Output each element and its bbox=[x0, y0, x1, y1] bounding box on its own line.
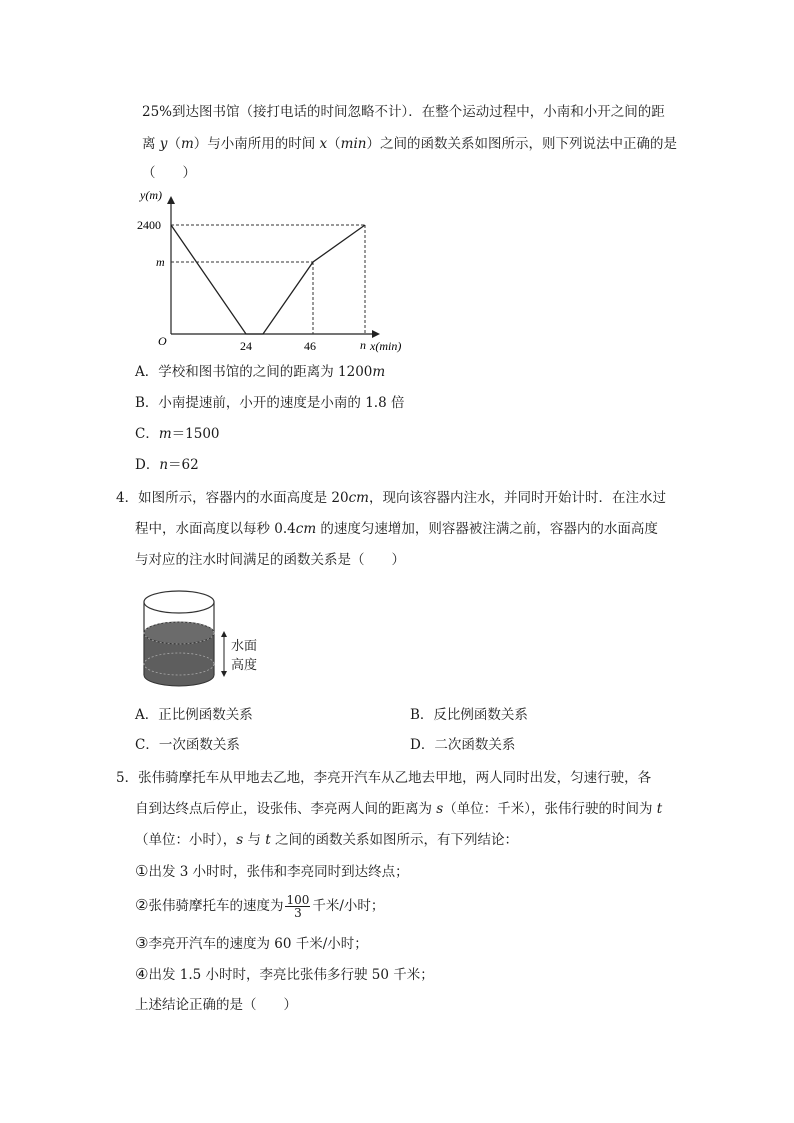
var-t: t bbox=[656, 801, 663, 817]
circled-number-4: ④ bbox=[135, 965, 149, 983]
x-tick-24: 24 bbox=[240, 339, 252, 353]
option-text: ＝1500 bbox=[171, 426, 220, 442]
option-text: ＝62 bbox=[168, 457, 199, 473]
var-y: y bbox=[159, 136, 168, 152]
q4-option-a bbox=[135, 705, 253, 725]
q5-conclusion-3 bbox=[135, 933, 368, 954]
origin-label: O bbox=[158, 334, 167, 348]
q5-text: 与 bbox=[243, 832, 266, 848]
q3-text: 离 bbox=[142, 136, 160, 152]
question-number: 5． bbox=[116, 770, 139, 786]
unit-cm: cm bbox=[348, 490, 369, 506]
option-var: m bbox=[158, 426, 172, 442]
var-t: t bbox=[265, 832, 271, 848]
option-text: 学校和图书馆的之间的距离为 1200 bbox=[158, 364, 373, 380]
y-tick-2400: 2400 bbox=[137, 218, 161, 232]
q3-option-c bbox=[135, 424, 220, 444]
q5-text: （单位：千米），张伟行驶的时间为 bbox=[443, 801, 657, 817]
circled-number-3: ③ bbox=[135, 934, 149, 952]
q4-option-c bbox=[135, 735, 240, 755]
unit-min: min bbox=[340, 136, 367, 152]
q3-option-d bbox=[135, 455, 199, 475]
q4-option-b bbox=[410, 705, 528, 725]
q3-answer-blank: （ ） bbox=[142, 165, 196, 181]
var-s: s bbox=[236, 832, 244, 848]
q5-conclusion-4 bbox=[135, 964, 434, 985]
question-number: 4． bbox=[116, 490, 139, 506]
option-text: 正比例函数关系 bbox=[158, 707, 253, 723]
circled-number-1: ① bbox=[135, 862, 149, 880]
conclusion-text: 千米/小时； bbox=[312, 898, 385, 914]
q3-text: ）与小南所用的时间 bbox=[193, 136, 320, 152]
q5-text: 之间的函数关系如图所示，有下列结论： bbox=[270, 832, 519, 848]
option-letter: D． bbox=[135, 457, 160, 473]
conclusion-text: 李亮开汽车的速度为 60 千米/小时； bbox=[148, 936, 368, 952]
option-text: 一次函数关系 bbox=[158, 737, 240, 753]
fraction-100-over-3 bbox=[285, 894, 310, 919]
q5-text-line-1 bbox=[116, 768, 651, 788]
unit-m: m bbox=[180, 136, 194, 152]
option-var: n bbox=[159, 457, 169, 473]
x-tick-46: 46 bbox=[304, 339, 316, 353]
q4-text: ，现向该容器内注水，并同时开始计时．在注水过 bbox=[368, 490, 666, 506]
q5-conclusion-2 bbox=[135, 894, 384, 919]
q3-text: （ bbox=[327, 136, 341, 152]
option-letter: C． bbox=[135, 737, 159, 753]
x-axis-label: x(min) bbox=[370, 339, 402, 353]
option-unit: m bbox=[372, 364, 386, 380]
q5-question: 上述结论正确的是（ ） bbox=[135, 997, 297, 1013]
q4-text: 如图所示，容器内的水面高度是 20 bbox=[138, 490, 349, 506]
x-tick-n: n bbox=[360, 338, 366, 352]
conclusion-text: 出发 1.5 小时时，李亮比张伟多行驶 50 千米； bbox=[148, 967, 434, 983]
option-letter: D． bbox=[410, 737, 435, 753]
q3-text: （ bbox=[167, 136, 181, 152]
q5-text: 自到达终点后停止，设张伟、李亮两人间的距离为 bbox=[135, 801, 437, 817]
q4-text-line-1 bbox=[116, 488, 666, 508]
unit-cm: cm bbox=[295, 521, 317, 537]
q4-text-line-2 bbox=[135, 519, 658, 539]
q3-distance-time-graph bbox=[130, 182, 420, 362]
var-s: s bbox=[436, 801, 444, 817]
option-letter: A． bbox=[135, 707, 159, 723]
q3-option-a bbox=[135, 362, 385, 382]
var-x: x bbox=[319, 136, 328, 152]
q4-text: 程中，水面高度以每秒 0.4 bbox=[135, 521, 296, 537]
conclusion-text: 张伟骑摩托车的速度为 bbox=[148, 898, 284, 914]
q3-text-line-1: 25%到达图书馆（接打电话的时间忽略不计）．在整个运动过程中，小南和小开之间的距 bbox=[142, 104, 665, 120]
option-text: 小南提速前，小开的速度是小南的 1.8 倍 bbox=[158, 395, 405, 411]
q5-text: （单位：小时）， bbox=[135, 832, 237, 848]
option-letter: B． bbox=[410, 707, 434, 723]
q4-option-d bbox=[410, 735, 515, 755]
option-text: 二次函数关系 bbox=[434, 737, 516, 753]
q4-text-line-3: 与对应的注水时间满足的函数关系是（ ） bbox=[135, 552, 405, 568]
q5-text-line-3 bbox=[135, 830, 518, 850]
y-tick-m: m bbox=[156, 255, 165, 269]
q4-figure-label-1: 水面 bbox=[231, 639, 258, 654]
q5-text-line-2 bbox=[135, 799, 662, 819]
q5-conclusion-1 bbox=[135, 861, 409, 882]
option-letter: B． bbox=[135, 395, 159, 411]
option-text: 反比例函数关系 bbox=[433, 707, 528, 723]
q5-text: 张伟骑摩托车从甲地去乙地，李亮开汽车从乙地去甲地，两人同时出发，匀速行驶，各 bbox=[138, 770, 652, 786]
q4-figure-label-2: 高度 bbox=[231, 658, 258, 673]
circled-number-2: ② bbox=[135, 896, 149, 914]
fraction-numerator: 100 bbox=[286, 893, 310, 907]
q3-text-line-2 bbox=[142, 134, 677, 154]
q4-text: 的速度匀速增加，则容器被注满之前，容器内的水面高度 bbox=[316, 521, 658, 537]
q3-text: ）之间的函数关系如图所示，则下列说法中正确的是 bbox=[366, 136, 677, 152]
option-letter: C． bbox=[135, 426, 159, 442]
option-letter: A． bbox=[135, 364, 159, 380]
conclusion-text: 出发 3 小时时，张伟和李亮同时到达终点； bbox=[148, 864, 409, 880]
q3-option-b bbox=[135, 393, 404, 413]
fraction-denominator: 3 bbox=[294, 906, 302, 920]
y-axis-label: y(m) bbox=[140, 188, 162, 202]
